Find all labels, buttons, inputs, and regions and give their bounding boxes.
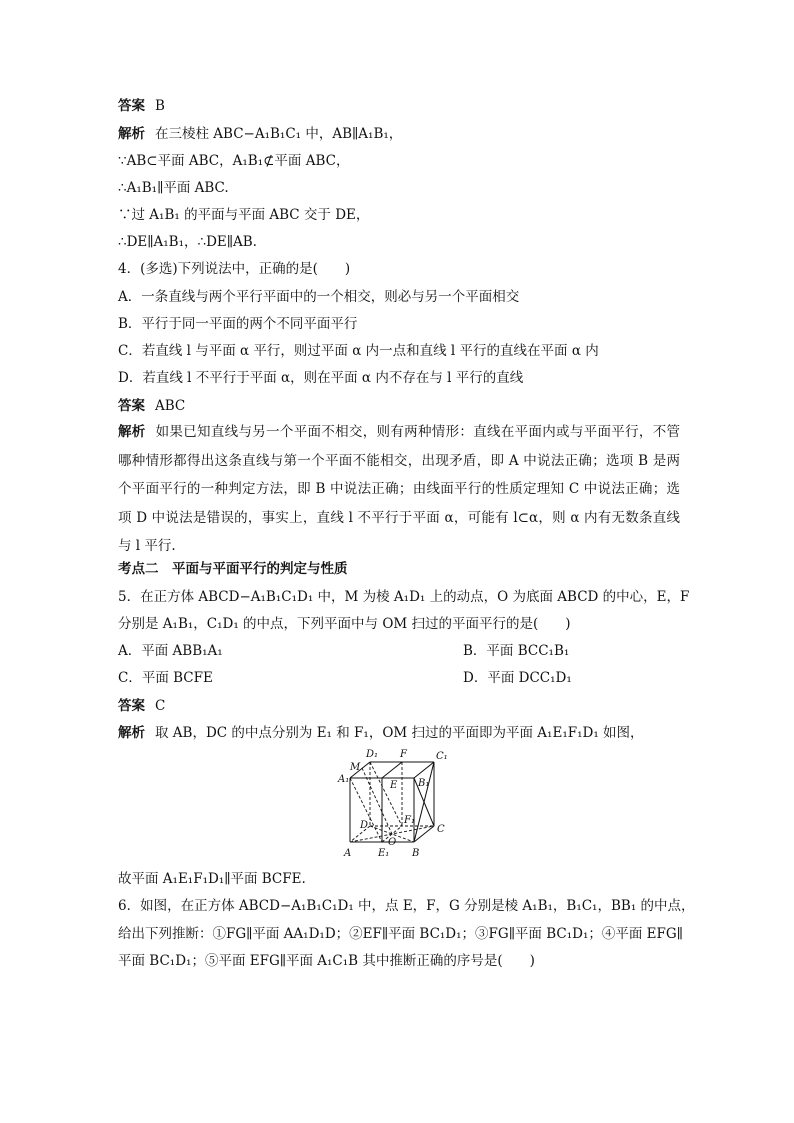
q4-option-b: B．平行于同一平面的两个不同平面平行	[118, 316, 358, 332]
answer-value: C	[155, 698, 166, 714]
q5-options-row2	[118, 669, 680, 687]
answer-label: 答案	[118, 98, 145, 114]
analysis-text: 取 AB，DC 的中点分别为 E₁ 和 F₁，OM 扫过的平面即为平面 A₁E₁F₁D₁ 如图，	[155, 725, 644, 741]
label-D1: D₁	[366, 749, 379, 760]
q5-conclusion: 故平面 A₁E₁F₁D₁∥平面 BCFE.	[118, 871, 306, 887]
label-A: A	[344, 848, 352, 859]
answer-value: B	[155, 98, 165, 114]
label-M: M	[350, 762, 361, 773]
q3-analysis-line1	[118, 125, 680, 143]
q5-stem-line2: 分别是 A₁B₁，C₁D₁ 的中点，下列平面中与 OM 扫过的平面平行的是( )	[118, 616, 571, 632]
analysis-text: 如果已知直线与另一个平面不相交，则有两种情形：直线在平面内或与平面平行，不管哪种情形都得出这条直线与第一个平面不能相交，出现矛盾，即 A 中说法正确；选项 B 是两个平面平行的一种判定方法，即 B 中说法正确；由线面平行的性质定理知 C 中说法正确；选项 D 中说法是错误的，事实上，直线 l 不平行于平面 α，可能有 l⊂α，则 α 内有无数条直线与 l 平行.	[118, 424, 681, 554]
label-F: F	[400, 749, 407, 760]
q4-stem: 4．(多选)下列说法中，正确的是( )	[118, 261, 351, 277]
q5-analysis	[118, 724, 680, 742]
label-F1: F₁	[404, 815, 415, 826]
q5-option-b: B．平面 BCC₁B₁	[463, 643, 570, 659]
section-heading: 考点二 平面与平面平行的判定与性质	[118, 561, 348, 577]
q5-options-row1	[118, 642, 680, 660]
label-C: C	[437, 824, 445, 835]
analysis-label: 解析	[118, 126, 145, 142]
q5-answer	[118, 697, 680, 715]
label-D: D	[360, 820, 369, 831]
answer-value: ABC	[155, 398, 186, 414]
analysis-text: 在三棱柱 ABC−A₁B₁C₁ 中，AB∥A₁B₁，	[155, 126, 403, 142]
q6-line2: 给出下列推断：①FG∥平面 AA₁D₁D；②EF∥平面 BC₁D₁；③FG∥平面 BC₁D₁；④平面 EFG∥	[118, 926, 683, 942]
q5-option-d: D．平面 DCC₁D₁	[463, 670, 572, 686]
label-A1: A₁	[338, 774, 350, 785]
q4-analysis	[118, 418, 680, 561]
label-B1: B₁	[418, 778, 430, 789]
q4-option-d: D．若直线 l 不平行于平面 α，则在平面 α 内不存在与 l 平行的直线	[118, 370, 524, 386]
q3-answer	[118, 97, 680, 115]
q5-option-c: C．平面 BCFE	[118, 670, 213, 686]
analysis-label: 解析	[118, 424, 146, 440]
label-E: E	[390, 780, 398, 791]
q5-stem-line1: 5．在正方体 ABCD−A₁B₁C₁D₁ 中，M 为棱 A₁D₁ 上的动点，O 为底面 ABCD 的中心，E，F	[118, 589, 690, 605]
label-O: O	[388, 837, 397, 848]
q3-analysis-line3: ∴A₁B₁∥平面 ABC.	[118, 180, 229, 196]
analysis-label: 解析	[118, 725, 145, 741]
q5-option-a: A．平面 ABB₁A₁	[118, 643, 223, 659]
cube-figure	[330, 746, 460, 864]
q4-option-c: C．若直线 l 与平面 α 平行，则过平面 α 内一点和直线 l 平行的直线在平面 α 内	[118, 343, 599, 359]
answer-label: 答案	[118, 398, 145, 414]
q6-line3: 平面 BC₁D₁；⑤平面 EFG∥平面 A₁C₁B 其中推断正确的序号是( )	[118, 953, 535, 969]
label-E1: E₁	[378, 848, 390, 859]
label-B: B	[412, 848, 420, 859]
q4-answer	[118, 397, 680, 415]
q4-option-a: A．一条直线与两个平行平面中的一个相交，则必与另一个平面相交	[118, 289, 520, 305]
q3-analysis-line2: ∵AB⊂平面 ABC，A₁B₁⊄平面 ABC，	[118, 153, 350, 169]
q3-analysis-line4: ∵过 A₁B₁ 的平面与平面 ABC 交于 DE，	[118, 207, 370, 223]
q6-line1: 6．如图，在正方体 ABCD−A₁B₁C₁D₁ 中，点 E，F，G 分别是棱 A₁B₁，B₁C₁，BB₁ 的中点，	[118, 898, 695, 914]
label-C1: C₁	[436, 751, 448, 762]
q3-analysis-line5: ∴DE∥A₁B₁，∴DE∥AB.	[118, 234, 257, 250]
answer-label: 答案	[118, 698, 145, 714]
